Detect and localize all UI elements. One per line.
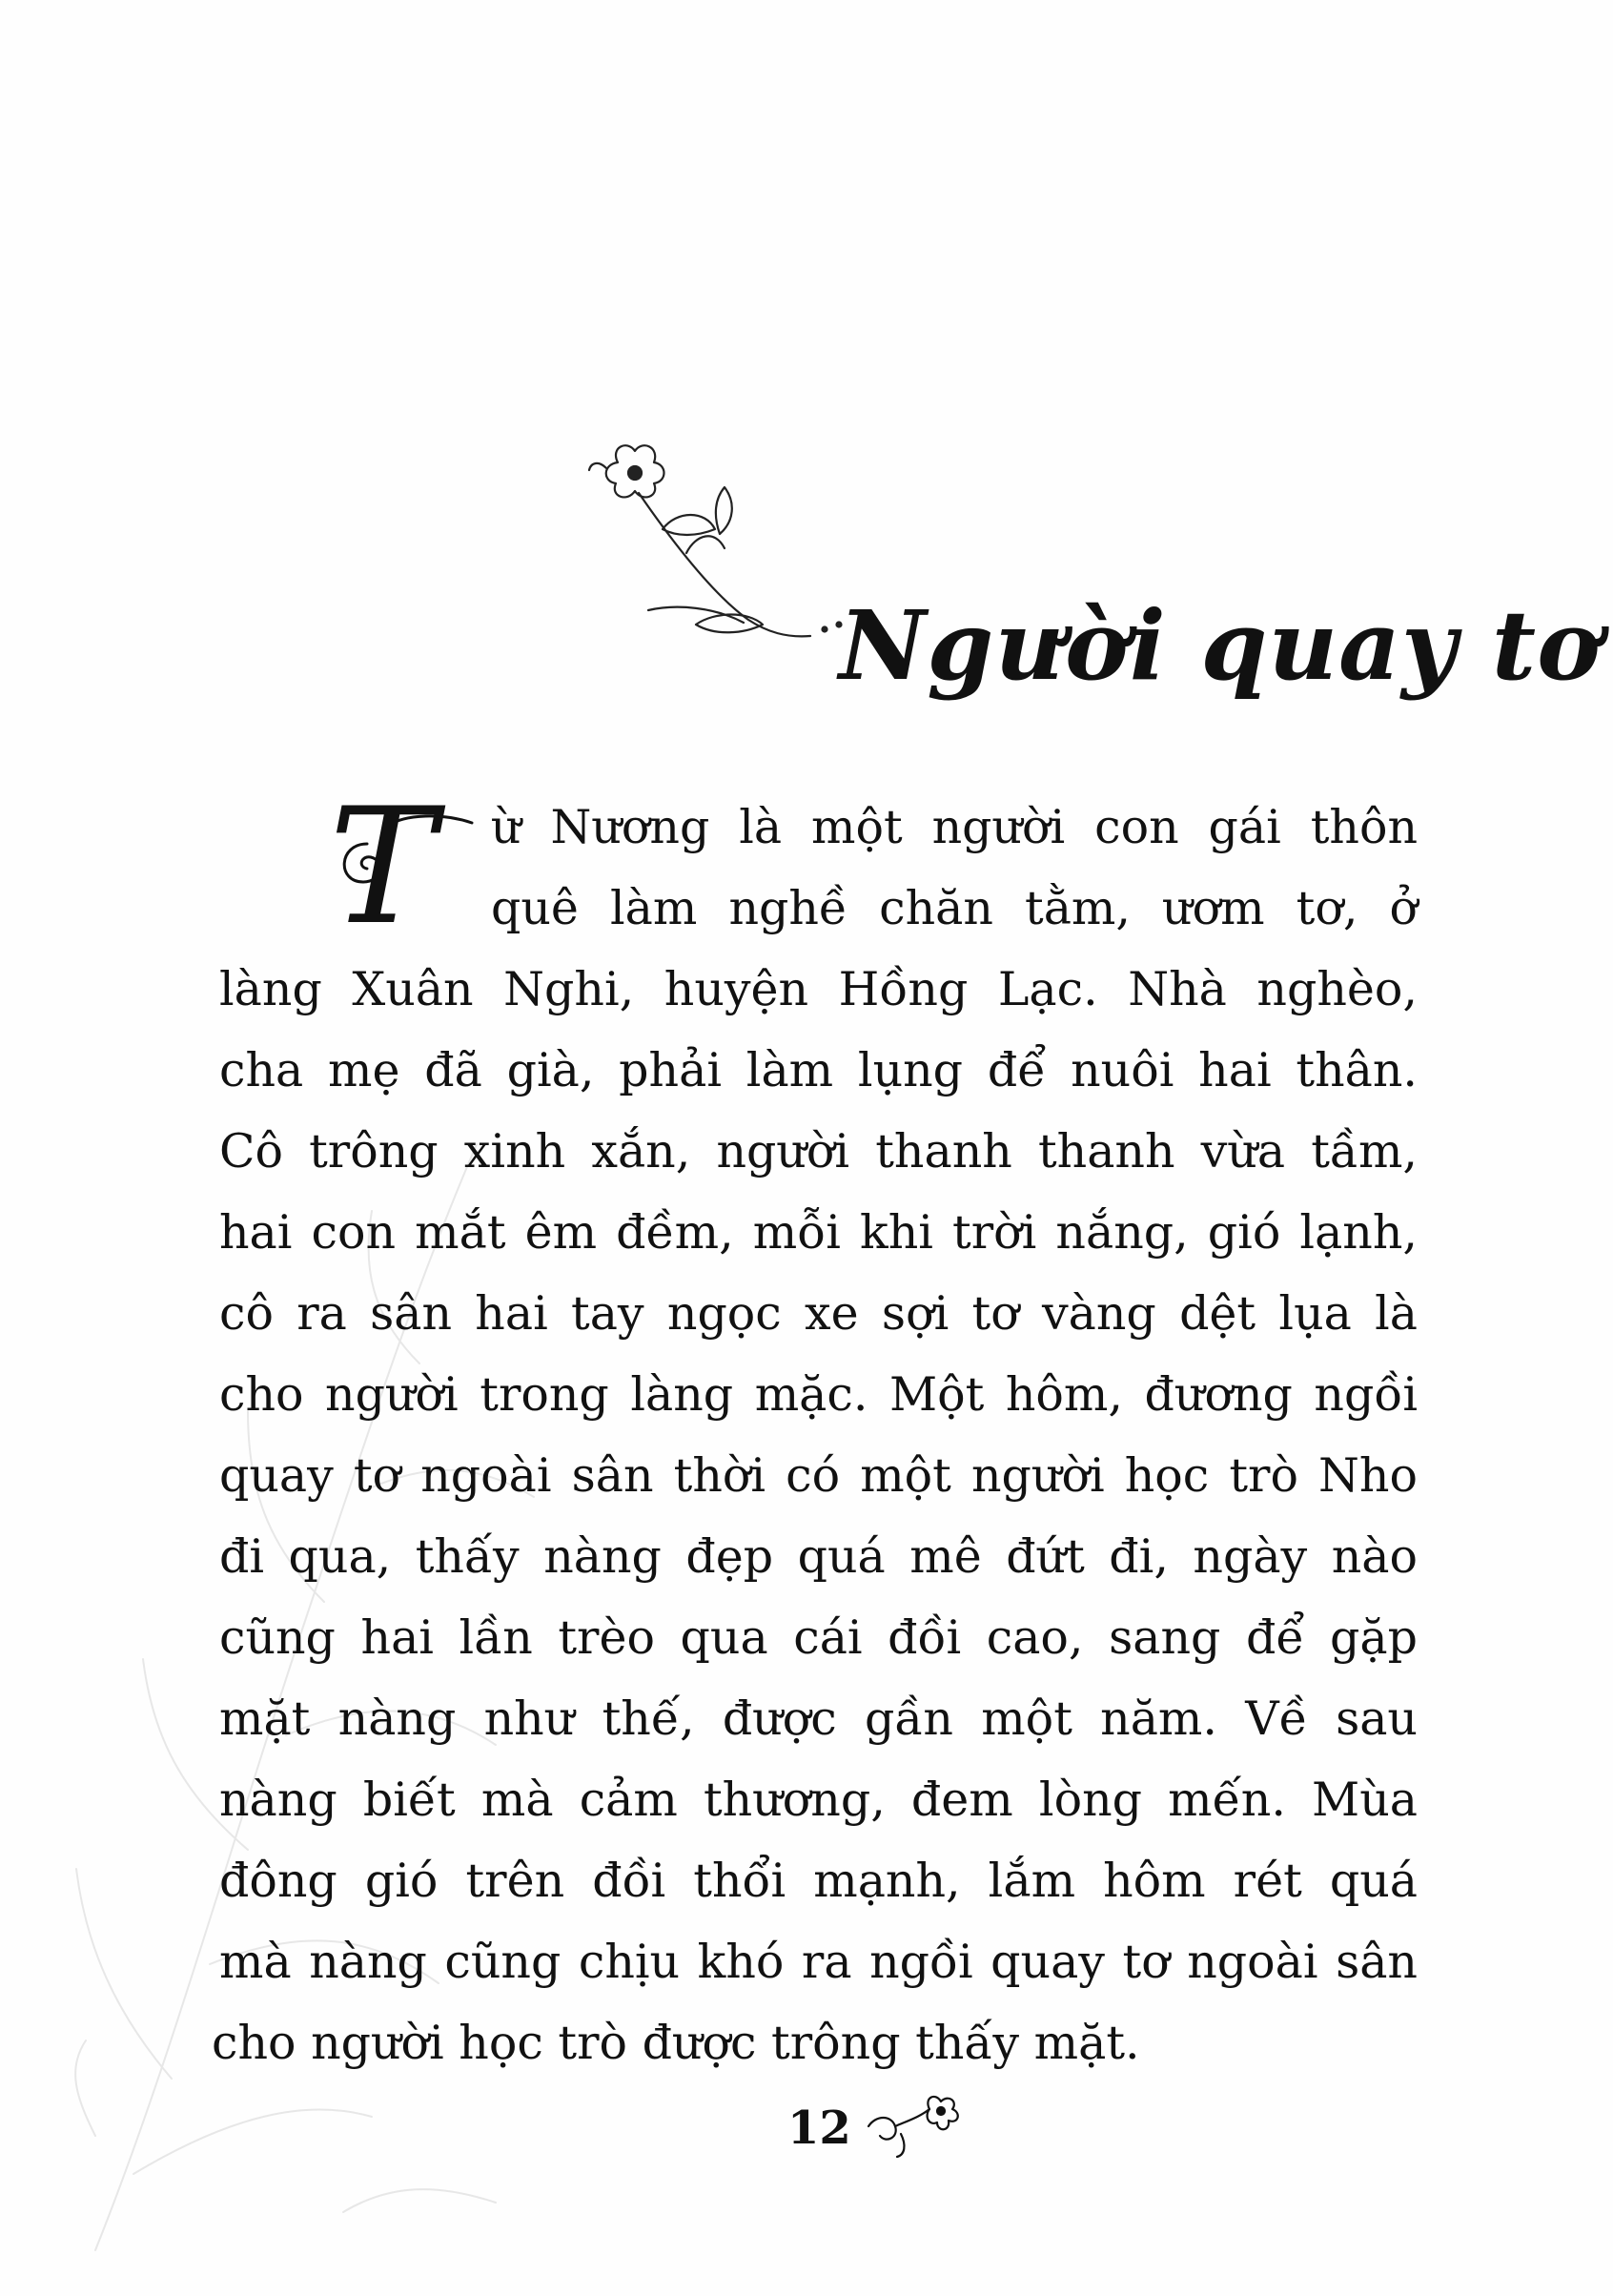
text-line: ừ Nương là một người con gái thôn bbox=[491, 800, 1418, 854]
text-line: làng Xuân Nghi, huyện Hồng Lạc. Nhà nghèo, bbox=[219, 962, 1418, 1016]
text-line: cũng hai lần trèo qua cái đồi cao, sang để gặp bbox=[219, 1610, 1418, 1665]
text-line: hai con mắt êm đềm, mỗi khi trời nắng, gió lạnh, bbox=[219, 1205, 1418, 1260]
text-line: cho người học trò được trông thấy mặt. bbox=[212, 2016, 1140, 2070]
chapter-title: Người quay tơ bbox=[839, 589, 1602, 702]
drop-cap: T bbox=[329, 773, 437, 960]
text-line: mặt nàng như thế, được gần một năm. Về sau bbox=[219, 1691, 1418, 1746]
text-line: đông gió trên đồi thổi mạnh, lắm hôm rét quá bbox=[219, 1854, 1418, 1908]
text-line: đi qua, thấy nàng đẹp quá mê đứt đi, ngày nào bbox=[219, 1529, 1418, 1584]
text-line: cha mẹ đã già, phải làm lụng để nuôi hai thân. bbox=[219, 1043, 1418, 1097]
text-line: nàng biết mà cảm thương, đem lòng mến. Mùa bbox=[219, 1773, 1418, 1827]
text-line: mà nàng cũng chịu khó ra ngồi quay tơ ngoài sân bbox=[219, 1935, 1418, 1989]
small-flower-icon bbox=[863, 2088, 968, 2164]
text-line: quê làm nghề chăn tằm, ươm tơ, ở bbox=[491, 881, 1418, 935]
text-line: cô ra sân hai tay ngọc xe sợi tơ vàng dệt lụa là bbox=[219, 1286, 1418, 1341]
flower-stem-icon bbox=[572, 434, 868, 663]
text-line: quay tơ ngoài sân thời có một người học trò Nho bbox=[219, 1448, 1418, 1503]
page-number: 12 bbox=[787, 2101, 851, 2155]
text-line: Cô trông xinh xắn, người thanh thanh vừa tầm, bbox=[219, 1124, 1418, 1179]
text-line: cho người trong làng mặc. Một hôm, đương ngồi bbox=[219, 1367, 1418, 1422]
